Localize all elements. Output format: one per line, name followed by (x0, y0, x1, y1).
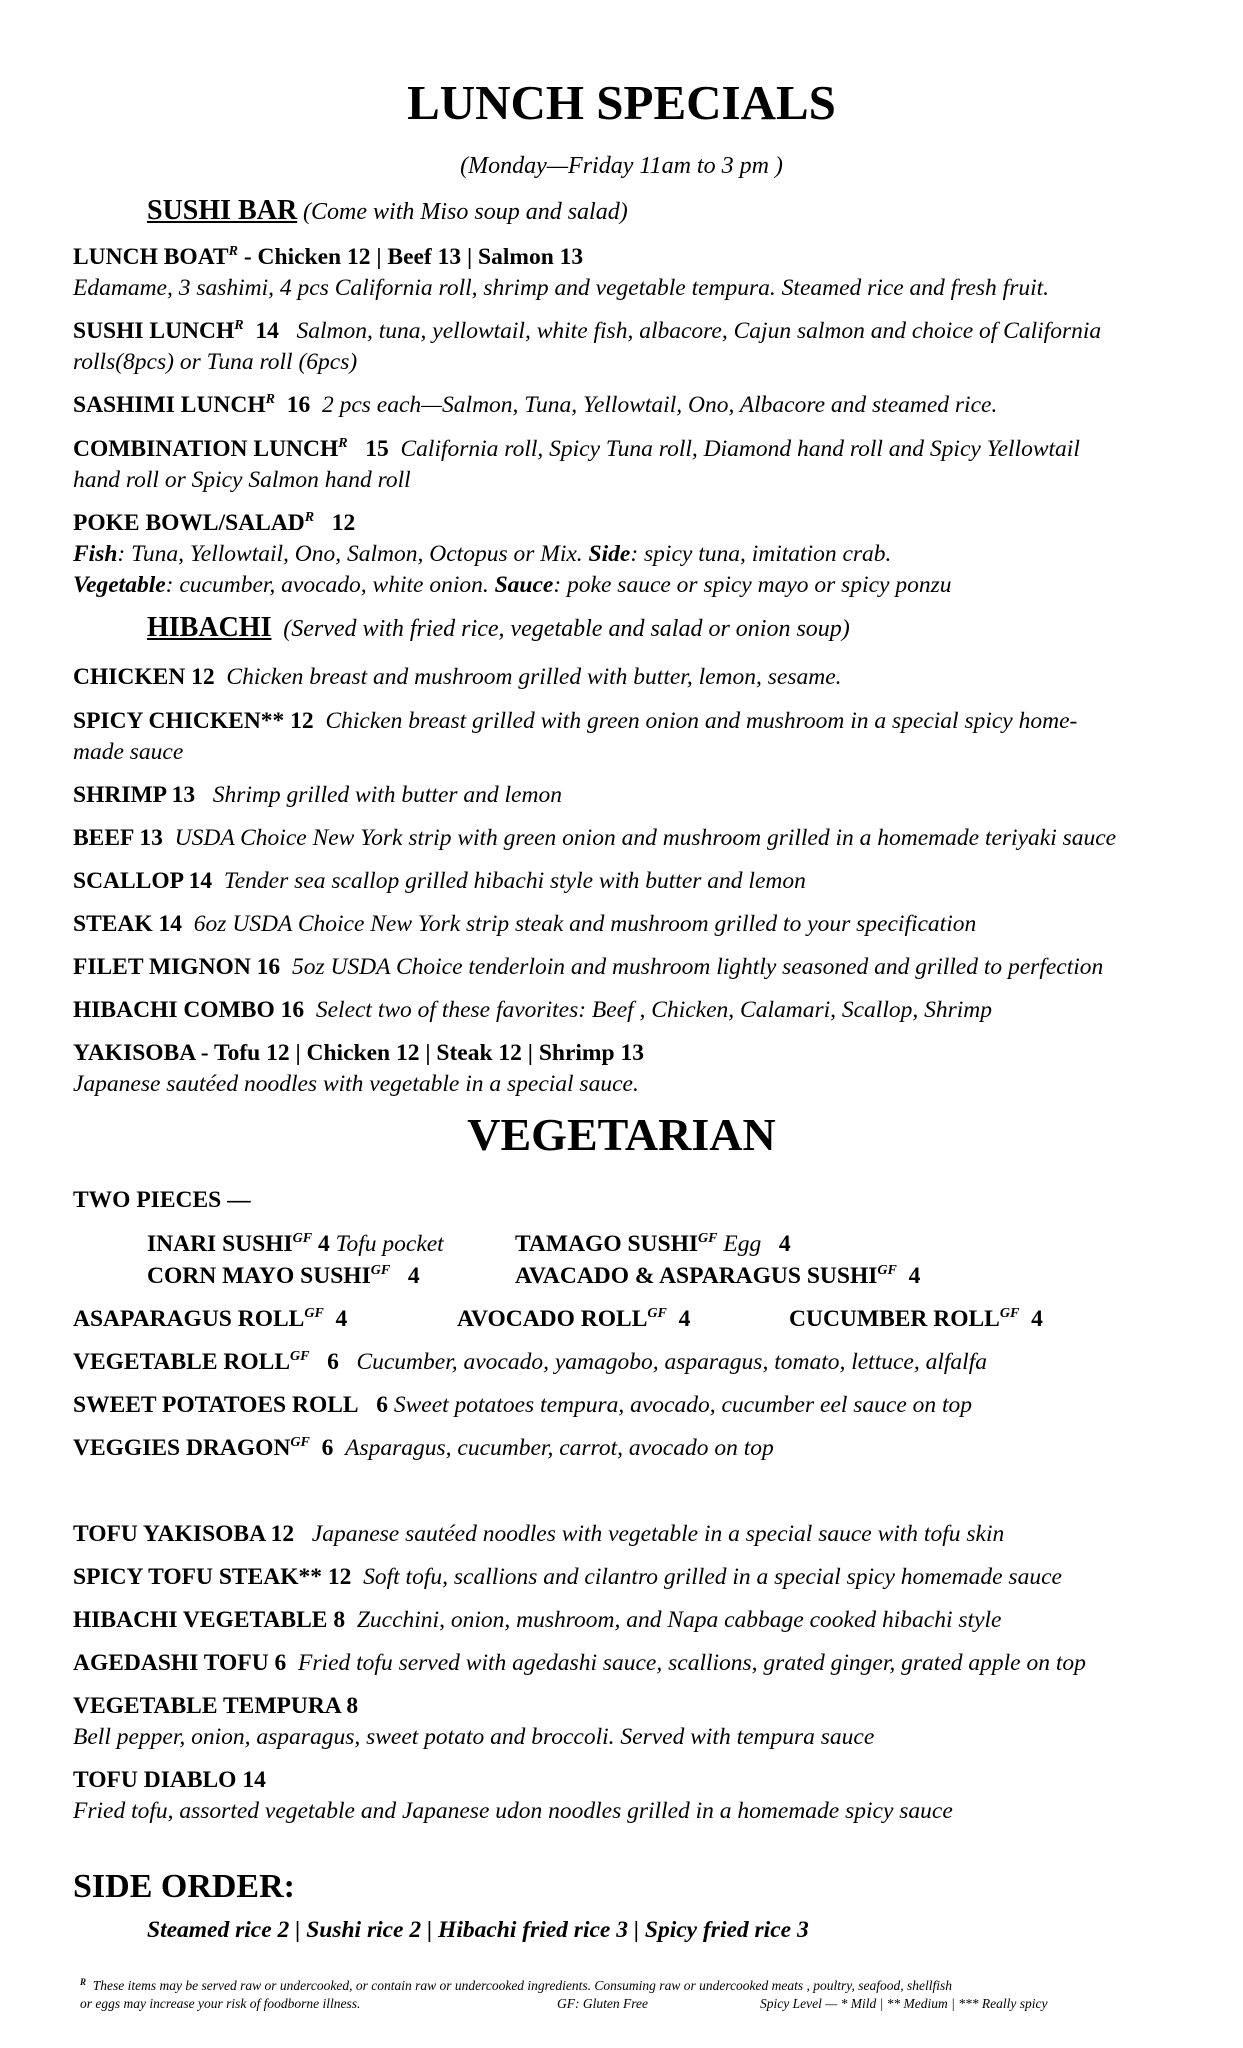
sashimi-lunch-name: SASHIMI LUNCH (73, 392, 266, 418)
vegetable-roll-price: 6 (327, 1349, 339, 1375)
hibachi-item-name: SHRIMP 13 (73, 782, 196, 808)
poke-sauce-text: : poke sauce or spicy mayo or spicy ponzu (553, 572, 952, 598)
sushi-lunch-price: 14 (255, 318, 279, 344)
hibachi-item-desc: Chicken breast and mushroom grilled with butter, lemon, sesame. (226, 664, 842, 690)
raw-mark: R (234, 318, 244, 333)
hibachi-item-desc: USDA Choice New York strip with green onion and mushroom grilled in a homemade teriyaki sauce (174, 825, 1117, 851)
side-order-heading: SIDE ORDER: (73, 1868, 295, 1905)
hibachi-item-name: FILET MIGNON 16 (73, 954, 281, 980)
hibachi-heading-row (147, 613, 850, 644)
combination-lunch-name: COMBINATION LUNCH (73, 436, 339, 462)
vegetarian-title: VEGETARIAN (467, 1109, 776, 1160)
asaparagus-roll-price: 4 (335, 1306, 348, 1332)
sushi-lunch-desc: Salmon, tuna, yellowtail, white fish, albacore, Cajun salmon and choice of California (296, 318, 1102, 344)
gluten-free-mark: GF (999, 1306, 1020, 1321)
avacado-asparagus-name: AVACADO & ASPARAGUS SUSHI (515, 1263, 878, 1289)
cucumber-roll-item (789, 1307, 1043, 1333)
hibachi-note: (Served with fried rice, vegetable and salad or onion soup) (283, 616, 850, 642)
tofu-yakisoba-item (73, 1522, 1004, 1548)
corn-mayo-sushi-item (147, 1264, 420, 1290)
lunch-boat-title (73, 245, 583, 271)
sushi-bar-note: (Come with Miso soup and salad) (303, 199, 628, 225)
poke-veg-sauce (73, 573, 951, 599)
spicy-level-note: Spicy Level — * Mild | ** Medium | *** Really spicy (760, 1996, 1048, 2011)
yakisoba-desc: Japanese sautéed noodles with vegetable in a special sauce. (73, 1071, 639, 1097)
hibachi-item (73, 998, 992, 1024)
hibachi-item-desc-2: made sauce (73, 739, 184, 765)
hibachi-item (73, 665, 842, 691)
hibachi-item-desc: 6oz USDA Choice New York strip steak and mushroom grilled to your specification (193, 911, 977, 937)
hibachi-item (73, 709, 1077, 735)
sweet-potatoes-roll-item (73, 1393, 972, 1419)
sashimi-lunch-price: 16 (286, 392, 311, 418)
gluten-free-mark: GF (877, 1263, 897, 1278)
hibachi-item (73, 955, 1103, 981)
poke-veg-text: : cucumber, avocado, white onion. (165, 572, 495, 598)
combination-lunch-item (73, 437, 1080, 463)
hibachi-item-name: SCALLOP 14 (73, 868, 213, 894)
hibachi-item-name: CHICKEN 12 (73, 664, 215, 690)
cucumber-roll-price: 4 (1031, 1306, 1043, 1332)
poke-fish-label: Fish (73, 541, 118, 567)
hibachi-item (73, 826, 1116, 852)
spicy-tofu-steak-name: SPICY TOFU STEAK** 12 (73, 1564, 352, 1590)
combination-lunch-desc-2: hand roll or Spicy Salmon hand roll (73, 467, 411, 493)
sashimi-lunch-desc: 2 pcs each—Salmon, Tuna, Yellowtail, Ono, Albacore and steamed rice. (321, 392, 998, 418)
avacado-asparagus-price: 4 (908, 1263, 921, 1289)
hibachi-item-name: SPICY CHICKEN** 12 (73, 708, 314, 734)
sushi-bar-heading-row (147, 196, 628, 227)
side-order-items: Steamed rice 2 | Sushi rice 2 | Hibachi fried rice 3 | Spicy fried rice 3 (147, 1917, 809, 1943)
tofu-diablo-title: TOFU DIABLO 14 (73, 1767, 266, 1793)
poke-fish-side (73, 542, 891, 568)
raw-mark: R (228, 244, 238, 259)
sushi-bar-heading: SUSHI BAR (147, 195, 298, 226)
corn-mayo-name: CORN MAYO SUSHI (147, 1263, 371, 1289)
avocado-roll-price: 4 (678, 1306, 691, 1332)
gluten-free-mark: GF (304, 1306, 324, 1321)
tamago-sushi-item (515, 1232, 791, 1258)
lunch-boat-prices: - Chicken 12 | Beef 13 | Salmon 13 (237, 244, 584, 270)
sushi-lunch-item (73, 319, 1101, 345)
two-pieces-label: TWO PIECES — (73, 1187, 251, 1213)
gluten-free-mark: GF (290, 1435, 310, 1450)
sweet-potatoes-roll-desc: Sweet potatoes tempura, avocado, cucumber eel sauce on top (393, 1392, 973, 1418)
inari-desc: Tofu pocket (335, 1231, 444, 1257)
hibachi-item-name: STEAK 14 (73, 911, 183, 937)
agedashi-tofu-name: AGEDASHI TOFU 6 (73, 1650, 287, 1676)
page-title: LUNCH SPECIALS (407, 75, 836, 130)
agedashi-tofu-desc: Fried tofu served with agedashi sauce, scallions, grated ginger, grated apple on top (298, 1650, 1086, 1676)
poke-side-text: : spicy tuna, imitation crab. (630, 541, 892, 567)
poke-sauce-label: Sauce (494, 572, 554, 598)
gluten-free-note: GF: Gluten Free (557, 1996, 648, 2011)
tofu-yakisoba-desc: Japanese sautéed noodles with vegetable in a special sauce with tofu skin (311, 1521, 1005, 1547)
lunch-boat-desc: Edamame, 3 sashimi, 4 pcs California roll, shrimp and vegetable tempura. Steamed rice and fresh fruit. (73, 275, 1050, 301)
hibachi-vegetable-desc: Zucchini, onion, mushroom, and Napa cabbage cooked hibachi style (356, 1607, 1002, 1633)
hibachi-item (73, 869, 806, 895)
hibachi-vegetable-name: HIBACHI VEGETABLE 8 (73, 1607, 346, 1633)
hibachi-item (73, 912, 976, 938)
poke-name: POKE BOWL/SALAD (73, 510, 305, 536)
avocado-roll-name: AVOCADO ROLL (457, 1306, 648, 1332)
footer-disclaimer: These items may be served raw or undercooked, or contain raw or undercooked ingredients. Consuming raw or undercooked meats , poultry, seafood, shellfish (92, 1978, 953, 1993)
tamago-name: TAMAGO SUSHI (515, 1231, 699, 1257)
vegetable-tempura-desc: Bell pepper, onion, asparagus, sweet potato and broccoli. Served with tempura sauce (73, 1724, 875, 1750)
hibachi-item-name: BEEF 13 (73, 825, 163, 851)
vegetable-tempura-title: VEGETABLE TEMPURA 8 (73, 1693, 359, 1719)
raw-mark: R (265, 392, 275, 407)
sweet-potatoes-roll-name: SWEET POTATOES ROLL (73, 1392, 359, 1418)
corn-mayo-price: 4 (407, 1263, 420, 1289)
raw-mark: R (80, 1977, 87, 1987)
avacado-asparagus-sushi-item (515, 1264, 920, 1290)
hibachi-item-desc: Select two of these favorites: Beef , Chicken, Calamari, Scallop, Shrimp (315, 997, 993, 1023)
combination-lunch-price: 15 (365, 436, 389, 462)
gluten-free-mark: GF (647, 1306, 667, 1321)
veggies-dragon-price: 6 (321, 1435, 334, 1461)
tofu-yakisoba-name: TOFU YAKISOBA 12 (73, 1521, 295, 1547)
sashimi-lunch-item (73, 393, 997, 419)
gluten-free-mark: GF (698, 1231, 718, 1246)
hibachi-item-desc: Chicken breast grilled with green onion and mushroom in a special spicy home- (325, 708, 1078, 734)
veggies-dragon-name: VEGGIES DRAGON (73, 1435, 291, 1461)
hibachi-vegetable-item (73, 1608, 1001, 1634)
agedashi-tofu-item (73, 1651, 1086, 1677)
inari-price: 4 (317, 1231, 330, 1257)
tamago-price: 4 (778, 1231, 791, 1257)
footer-line-1 (80, 1978, 952, 1994)
vegetable-roll-name: VEGETABLE ROLL (73, 1349, 290, 1375)
footer-line-2: or eggs may increase your risk of foodborne illness. (80, 1996, 361, 2011)
lunch-boat-name: LUNCH BOAT (73, 244, 229, 270)
poke-veg-label: Vegetable (73, 572, 166, 598)
poke-side-label: Side (588, 541, 631, 567)
veggies-dragon-desc: Asparagus, cucumber, carrot, avocado on top (345, 1435, 774, 1461)
veggies-dragon-item (73, 1436, 774, 1462)
asaparagus-roll-name: ASAPARAGUS ROLL (73, 1306, 305, 1332)
combination-lunch-desc: California roll, Spicy Tuna roll, Diamond hand roll and Spicy Yellowtail (400, 436, 1080, 462)
inari-sushi-item (147, 1232, 444, 1258)
vegetable-roll-item (73, 1350, 987, 1376)
hibachi-item-desc: Shrimp grilled with butter and lemon (212, 782, 562, 808)
gluten-free-mark: GF (370, 1263, 391, 1278)
inari-name: INARI SUSHI (147, 1231, 293, 1257)
hibachi-item (73, 783, 562, 809)
hibachi-item-desc: 5oz USDA Choice tenderloin and mushroom lightly seasoned and grilled to perfection (291, 954, 1104, 980)
cucumber-roll-name: CUCUMBER ROLL (789, 1306, 1000, 1332)
sushi-lunch-name: SUSHI LUNCH (73, 318, 235, 344)
poke-fish-text: : Tuna, Yellowtail, Ono, Salmon, Octopus or Mix. (117, 541, 589, 567)
raw-mark: R (304, 510, 315, 525)
avocado-roll-item (457, 1307, 690, 1333)
sweet-potatoes-roll-price: 6 (376, 1392, 388, 1418)
yakisoba-title: YAKISOBA - Tofu 12 | Chicken 12 | Steak 12 | Shrimp 13 (73, 1040, 644, 1066)
raw-mark: R (338, 436, 348, 451)
hibachi-heading: HIBACHI (147, 612, 272, 643)
vegetable-roll-desc: Cucumber, avocado, yamagobo, asparagus, tomato, lettuce, alfalfa (356, 1349, 987, 1375)
hours-note: (Monday—Friday 11am to 3 pm ) (460, 153, 783, 179)
hibachi-item-name: HIBACHI COMBO 16 (73, 997, 305, 1023)
spicy-tofu-steak-desc: Soft tofu, scallions and cilantro grilled in a special spicy homemade sauce (363, 1564, 1062, 1590)
hibachi-item-desc: Tender sea scallop grilled hibachi style with butter and lemon (223, 868, 806, 894)
tamago-desc: Egg (723, 1231, 762, 1257)
poke-title (73, 511, 355, 537)
gluten-free-mark: GF (292, 1231, 313, 1246)
poke-price: 12 (331, 510, 356, 536)
asaparagus-roll-item (73, 1307, 347, 1333)
tofu-diablo-desc: Fried tofu, assorted vegetable and Japanese udon noodles grilled in a homemade spicy sauce (73, 1798, 953, 1824)
spicy-tofu-steak-item (73, 1565, 1062, 1591)
sushi-lunch-desc-2: rolls(8pcs) or Tuna roll (6pcs) (73, 349, 358, 375)
gluten-free-mark: GF (290, 1349, 310, 1364)
